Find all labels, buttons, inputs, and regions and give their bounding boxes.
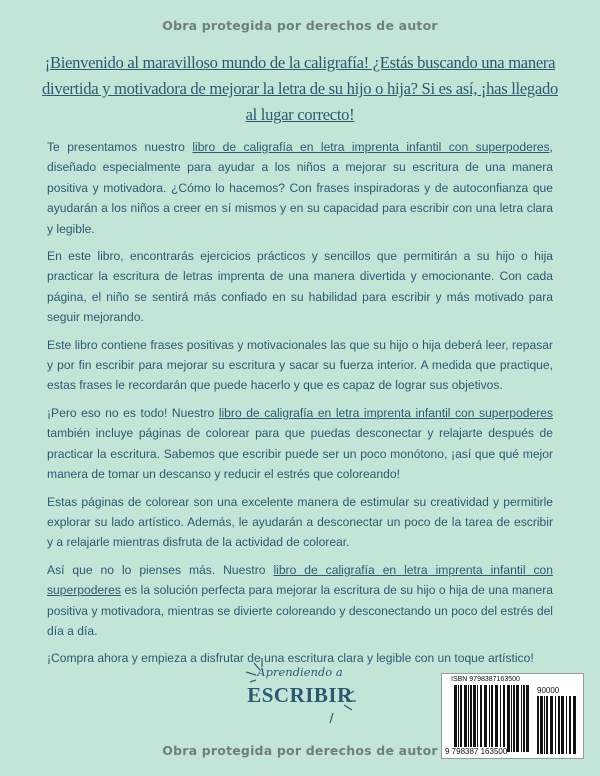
barcode-bar bbox=[464, 685, 467, 752]
barcode-bar bbox=[507, 685, 510, 752]
text: ¡Pero eso no es todo! Nuestro bbox=[47, 405, 219, 420]
paragraph-6 bbox=[47, 560, 553, 642]
barcode-bar bbox=[484, 685, 487, 752]
barcode-bar bbox=[491, 685, 493, 752]
paragraph-5: Estas páginas de colorear son una excelente manera de estimular su creatividad y permitirle explorar su lado artístico. Además, le ayudarán a desconectar un poco de la tarea de escribir y a relajarle mientras disfruta de la actividad de colorear. bbox=[47, 494, 553, 550]
description-body bbox=[47, 137, 553, 676]
logo-script-text: Aprendiendo a bbox=[257, 665, 343, 679]
barcode-bar bbox=[511, 685, 512, 752]
barcode-bar bbox=[454, 685, 457, 752]
paragraph-2: En este libro, encontrarás ejercicios prácticos y sencillos que permitirán a su hijo o hija practicar la escritura de letras imprenta de una manera divertida y emocionante. Con cada página, el niño se sentirá más confiado en su habilidad para escribir y más motivado para seguir mejorando. bbox=[47, 249, 553, 325]
barcode-bar bbox=[500, 685, 501, 752]
text: , diseñado especialmente para ayudar a los niños a mejorar su escritura de una manera positiva y motivadora. ¿Cómo lo hacemos? Con frases inspiradoras y de autoconfianza que ayudarán a los niños a creer en sí mismos y en su capacidad para escribir con una letra clara y legible. bbox=[47, 140, 553, 236]
isbn-label: ISBN 9798387163500 bbox=[451, 676, 520, 683]
paragraph-1 bbox=[47, 137, 553, 239]
barcode-bar bbox=[468, 685, 469, 752]
copyright-notice-bottom: Obra protegida por derechos de autor bbox=[162, 743, 438, 758]
book-title-link: libro de caligrafía en letra imprenta infantil con superpoderes bbox=[218, 405, 553, 420]
barcode-bar bbox=[473, 685, 476, 752]
text: Te presentamos nuestro bbox=[47, 140, 193, 154]
paragraph-3: Este libro contiene frases positivas y motivacionales las que su hijo o hija deberá leer, repasar y por fin escribir para mejorar su escritura y sacar su fuerza interior. A medida que practique, estas frases le recordarán que puede hacerlo y que es capaz de lograr sus objetivos. bbox=[47, 337, 553, 393]
book-title-link: libro de caligrafía en letra imprenta infantil con superpoderes bbox=[47, 562, 554, 598]
barcode-bar bbox=[480, 685, 482, 752]
text: Así que no lo pienses más. Nuestro bbox=[47, 562, 274, 577]
barcode-bar bbox=[470, 685, 472, 752]
barcode-bar bbox=[460, 685, 462, 752]
barcode-bar bbox=[477, 685, 478, 752]
series-logo bbox=[240, 655, 360, 730]
barcode-bar bbox=[516, 685, 519, 752]
barcode-bar bbox=[521, 685, 522, 752]
text: también incluye páginas de colorear para que puedas desconectar y relajarte después de practicar la escritura. Sabemos que escribir puede ser un poco monótono, ¡así que qué mejor manera de tomar un descanso y reducir el estrés que coloreando! bbox=[47, 426, 553, 482]
barcode-bar bbox=[458, 685, 459, 752]
book-title-link: libro de caligrafía en letra imprenta infantil con superpoderes bbox=[192, 140, 550, 154]
paragraph-4 bbox=[47, 403, 553, 485]
price-code: 90000 bbox=[537, 686, 560, 695]
barcode-bar bbox=[495, 685, 498, 752]
copyright-notice-top: Obra protegida por derechos de autor bbox=[162, 18, 438, 33]
barcode-bar bbox=[513, 685, 515, 752]
barcode-bar bbox=[489, 685, 490, 752]
barcode-bar bbox=[526, 685, 529, 752]
paragraph-7: ¡Compra ahora y empieza a disfrutar de una escritura clara y legible con un toque artístico! bbox=[47, 651, 534, 666]
barcode-bar bbox=[503, 685, 505, 752]
barcode-digits: 9 798387 163500 bbox=[445, 747, 508, 756]
logo-title: ESCRIBIR bbox=[247, 683, 353, 707]
text: es la solución perfecta para mejorar la escritura de su hijo o hija de una manera positiva y motivadora, mientras se divierte coloreando y desconectando un poco del estrés del día a día. bbox=[47, 583, 553, 638]
headline: ¡Bienvenido al maravilloso mundo de la caligrafía! ¿Estás buscando una manera divertida y motivadora de mejorar la letra de su hijo o hija? Si es así, ¡has llegado al lugar correcto! bbox=[42, 53, 558, 124]
barcode-bar bbox=[523, 685, 525, 752]
